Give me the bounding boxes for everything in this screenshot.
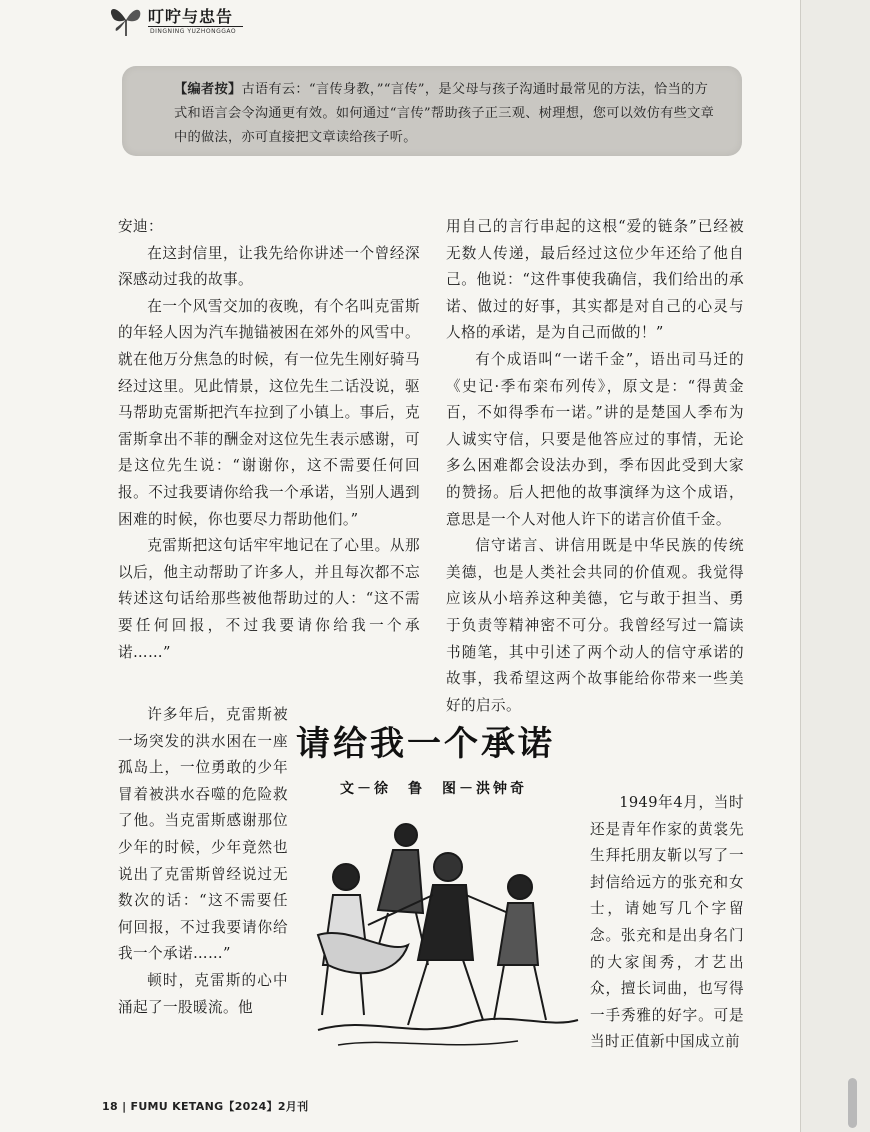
butterfly-logo-icon — [106, 0, 146, 38]
page-edge — [800, 0, 870, 1132]
editor-note-text — [174, 78, 719, 150]
paragraph: 有个成语叫“一诺千金”，语出司马迁的《史记·季布栾布列传》，原文是：“得黄金百，不如得季布一诺。”讲的是楚国人季布为人诚实守信，只要是他答应过的事情，无论多么困难都会设法办到，季布因此受到大家的赞扬。后人把他的故事演绎为这个成语，意思是一个人对他人许下的诺言价值千金。 — [446, 350, 744, 528]
journal-name: FUMU KETANG【2024】2月刊 — [130, 1100, 309, 1113]
header-divider — [148, 26, 243, 27]
section-subtitle: DINGNING YUZHONGGAO — [150, 28, 237, 35]
right-narrow-column — [590, 790, 744, 1056]
article-title: 请给我一个承诺 — [296, 724, 555, 764]
left-column — [118, 214, 420, 666]
footer-separator: | — [122, 1100, 131, 1113]
left-narrow-column — [118, 702, 288, 1021]
paragraph: 在这封信里，让我先给你讲述一个曾经深深感动过我的故事。 — [118, 244, 420, 289]
scrollbar-thumb[interactable] — [848, 1078, 857, 1128]
page-number: 18 — [102, 1100, 118, 1113]
right-column — [446, 214, 744, 719]
editor-note-lead: 【编者按】 — [174, 82, 242, 97]
paragraph: 许多年后，克雷斯被一场突发的洪水困在一座孤岛上，一位勇敢的少年冒着被洪水吞噬的危险救了他。当克雷斯感谢那位少年的时候，少年竟然也说出了克雷斯曾经说过无数次的话：“这不需要任何回报，不过我要请你给我一个承诺……” — [118, 706, 288, 963]
paragraph: 顿时，克雷斯的心中涌起了一股暖流。他 — [118, 971, 288, 1016]
article-byline: 文－徐 鲁 图－洪钟奇 — [340, 781, 527, 797]
paragraph: 用自己的言行串起的这根“爱的链条”已经被无数人传递，最后经过这位少年还给了他自己。他说：“这件事使我确信，我们给出的承诺、做过的好事，其实都是对自己的心灵与人格的承诺，是为自己而做的！” — [446, 218, 744, 342]
paragraph: 克雷斯把这句话牢牢地记在了心里。从那以后，他主动帮助了许多人，并且每次都不忘转述这句话给那些被他帮助过的人：“这不需要任何回报，不过我要请你给我一个承诺……” — [118, 537, 420, 661]
paragraph: 在一个风雪交加的夜晚，有个名叫克雷斯的年轻人因为汽车抛锚被困在郊外的风雪中。就在他万分焦急的时候，有一位先生刚好骑马经过这里。见此情景，这位先生二话没说，驱马帮助克雷斯把汽车拉到了小镇上。事后，克雷斯拿出不菲的酬金对这位先生表示感谢，可是这位先生说：“谢谢你，这不需要任何回报。不过我要请你给我一个承诺，当别人遇到困难的时候，你也要尽力帮助他们。” — [118, 297, 420, 528]
rescue-illustration — [298, 815, 588, 1055]
section-header — [98, 0, 358, 44]
section-title: 叮咛与忠告 — [148, 7, 234, 26]
salutation: 安迪： — [118, 218, 163, 235]
paragraph: 1949年4月，当时还是青年作家的黄裳先生拜托朋友靳以写了一封信给远方的张充和女士，请她写几个字留念。张充和是出身名门的大家闺秀，才艺出众，擅长词曲，也写得一手秀雅的好字。可是当时正值新中国成立前 — [590, 794, 744, 1051]
paragraph: 信守诺言、讲信用既是中华民族的传统美德，也是人类社会共同的价值观。我觉得应该从小培养这种美德，它与敢于担当、勇于负责等精神密不可分。我曾经写过一篇读书随笔，其中引述了两个动人的信守承诺的故事，我希望这两个故事能给你带来一些美好的启示。 — [446, 537, 744, 714]
editor-note-body: 古语有云：“言传身教，”“言传”，是父母与孩子沟通时最常见的方法，恰当的方式和语言会令沟通更有效。如何通过“言传”帮助孩子正三观、树理想，您可以效仿有些文章中的做法，亦可直接把文章读给孩子听。 — [174, 82, 715, 145]
page-footer — [102, 1098, 308, 1114]
editor-note-box — [122, 66, 742, 156]
